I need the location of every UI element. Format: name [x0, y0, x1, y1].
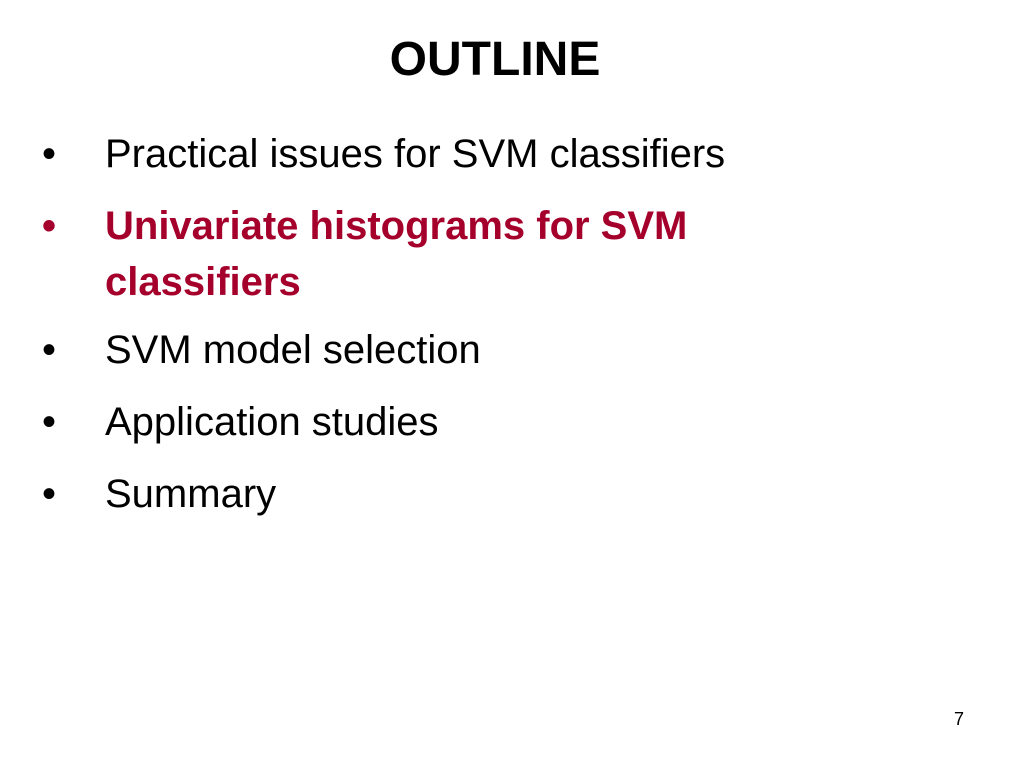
- bullet-icon: •: [41, 472, 56, 516]
- bullet-icon: •: [41, 204, 56, 248]
- page-number: 7: [953, 709, 964, 729]
- list-item-current: [0, 198, 1024, 310]
- list-item: [0, 126, 1024, 182]
- outline-list: [0, 126, 1024, 538]
- list-item-text: Practical issues for SVM classifiers: [105, 132, 726, 176]
- list-item-text: Summary: [105, 472, 277, 516]
- list-item: [0, 322, 1024, 378]
- list-item: [0, 394, 1024, 450]
- list-item: [0, 466, 1024, 522]
- bullet-icon: •: [41, 400, 56, 444]
- list-item-text: SVM model selection: [105, 328, 481, 372]
- bullet-icon: •: [41, 132, 56, 176]
- bullet-icon: •: [41, 328, 56, 372]
- list-item-text: Univariate histograms for SVM classifiers: [105, 204, 688, 304]
- slide-title: OUTLINE: [389, 33, 601, 86]
- list-item-text: Application studies: [105, 400, 439, 444]
